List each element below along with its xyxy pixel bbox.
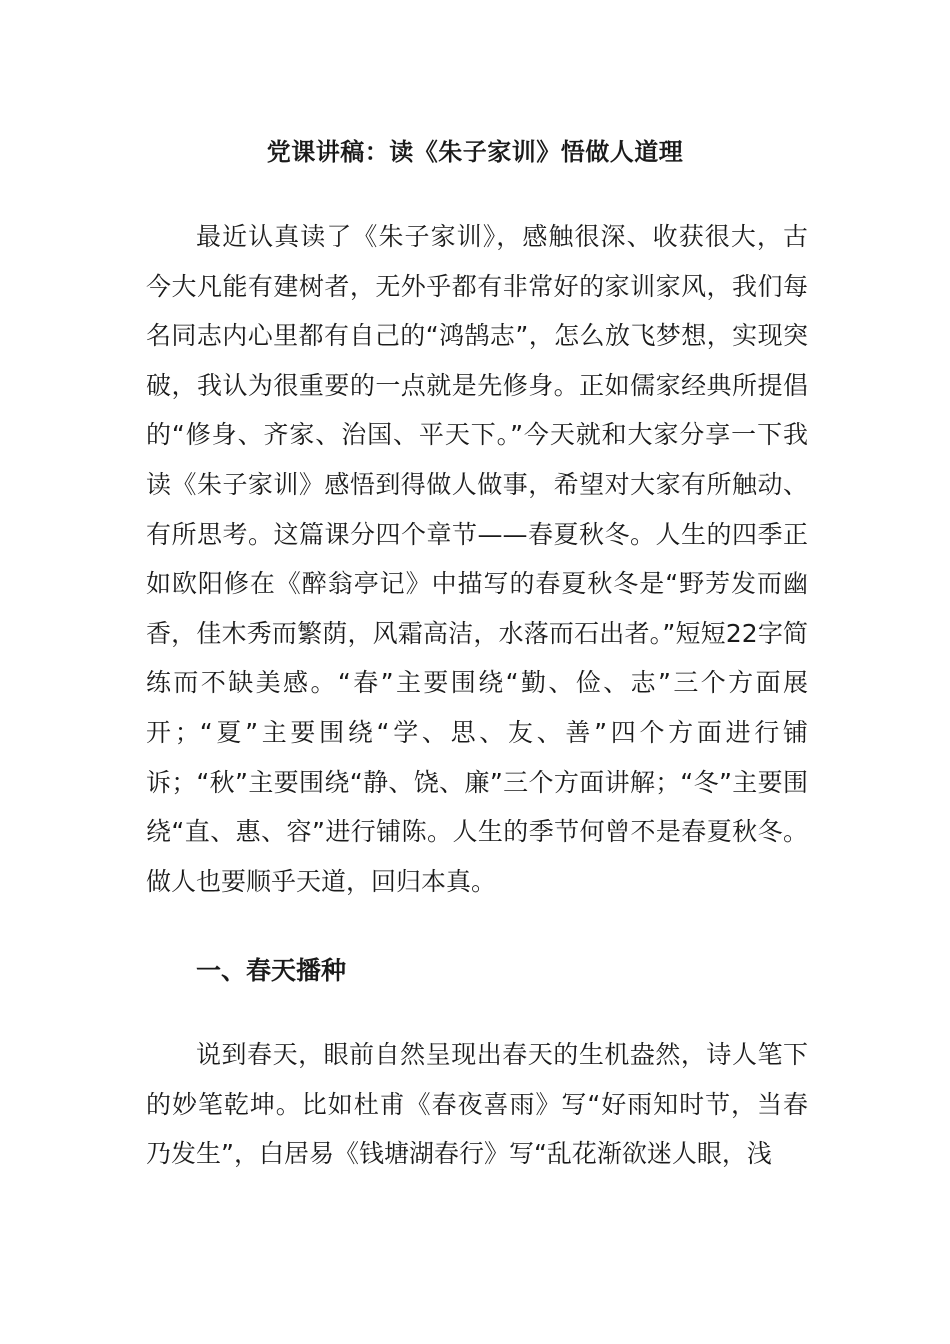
document-title: 党课讲稿：读《朱子家训》悟做人道理 [266,138,684,166]
section-heading: 一、春天播种 [196,956,347,985]
intro-paragraph: 最近认真读了《朱子家训》，感触很深、收获很大，古今大凡能有建树者，无外乎都有非常好的家训家风，我们每名同志内心里都有自己的“鸿鹄志”，怎么放飞梦想，实现突破，我认为很重要的一点就是先修身。正如儒家经典所提倡的“修身、齐家、治国、平天下。”今天就和大家分享一下我读《朱子家训》感悟到得做人做事，希望对大家有所触动、有所思考。这篇课分四个章节——春夏秋冬。人生的四季正如欧阳修在《醉翁亭记》中描写的春夏秋冬是“野芳发而幽香，佳木秀而繁荫，风霜高洁，水落而石出者。”短短22字简练而不缺美感。“春”主要围绕“勤、俭、志”三个方面展开；“夏”主要围绕“学、思、友、善”四个方面进行铺诉；“秋”主要围绕“静、饶、廉”三个方面讲解；“冬”主要围绕“直、惠、容”进行铺陈。人生的季节何曾不是春夏秋冬。做人也要顺乎天道，回归本真。 [146,222,808,896]
section-paragraph: 说到春天，眼前自然呈现出春天的生机盎然，诗人笔下的妙笔乾坤。比如杜甫《春夜喜雨》写“好雨知时节，当春乃发生”，白居易《钱塘湖春行》写“乱花渐欲迷人眼，浅 [146,1040,808,1169]
